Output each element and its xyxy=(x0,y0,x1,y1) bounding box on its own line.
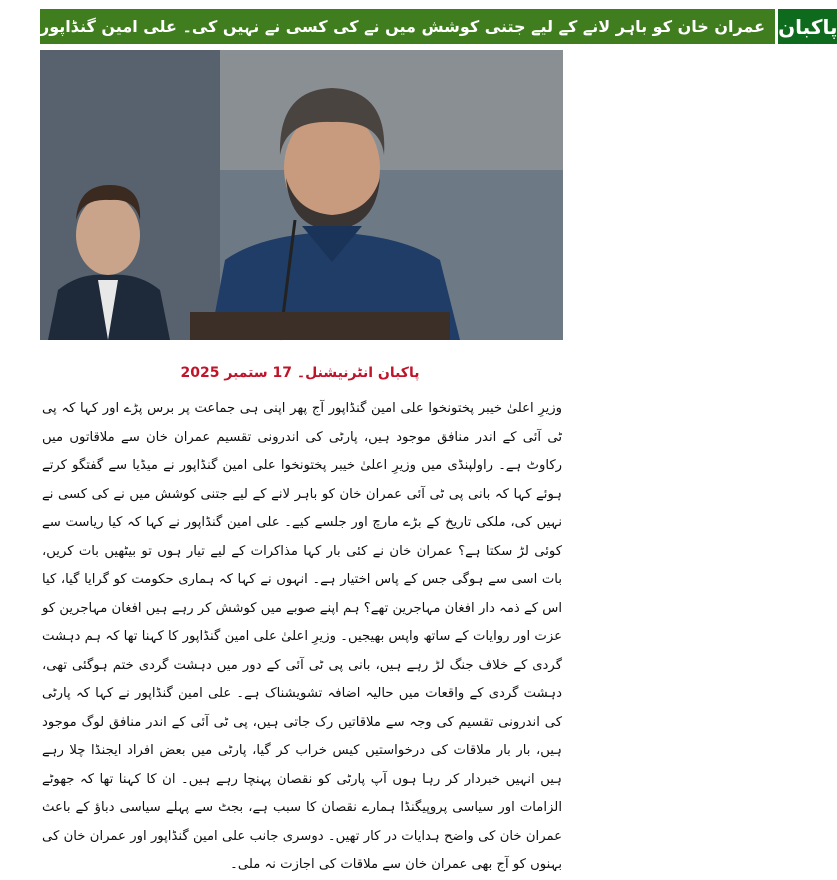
headline: عمران خان کو باہر لانے کے لیے جتنی کوشش میں نے کی کسی نے نہیں کی۔ علی امین گنڈاپور xyxy=(40,9,775,44)
dateline: پاکبان انٹرنیشنل۔ 17 ستمبر 2025 xyxy=(180,365,420,381)
brand-logo: پاکبان xyxy=(775,9,837,44)
news-photo xyxy=(40,50,563,340)
article-body: وزیرِ اعلیٰ خیبر پختونخوا علی امین گنڈاپور آج پھر اپنی ہی جماعت پر برس پڑے اور کہا کہ پی ٹی آئی کے اندر منافق موجود ہیں، پارٹی کی اندرونی تقسیم عمران خان سے ملاقاتوں میں رکاوٹ ہے۔ راولپنڈی میں وزیرِ اعلیٰ خیبر پختونخوا علی امین گنڈاپور نے میڈیا سے گفتگو کرتے ہوئے کہا کہ بانی پی ٹی آئی عمران خان کو باہر لانے کے لیے جتنی کوشش میں نے کی کسی نے نہیں کی، ملکی تاریخ کے بڑے مارچ اور جلسے کیے۔ علی امین گنڈاپور نے کہا کہ کیا ریاست سے کوئی لڑ سکتا ہے؟ عمران خان نے کئی بار کہا مذاکرات کے لیے تیار ہوں تو بیٹھیں بات کریں، بات اسی سے ہوگی جس کے پاس اختیار ہے۔ انہوں نے کہا کہ ہماری حکومت کو گرایا گیا، کیا اس کے ذمہ دار افغان مہاجرین تھے؟ ہم اپنے صوبے میں کوشش کر رہے ہیں افغان مہاجرین کو عزت اور روایات کے ساتھ واپس بھیجیں۔ وزیرِ اعلیٰ علی امین گنڈاپور کا کہنا تھا کہ ہم دہشت گردی کے خلاف جنگ لڑ رہے ہیں، بانی پی ٹی آئی کے دور میں دہشت گردی ختم ہوگئی تھی، دہشت گردی کے واقعات میں حالیہ اضافہ تشویشناک ہے۔ علی امین گنڈاپور نے کہا کہ پارٹی کی اندرونی تقسیم کی وجہ سے ملاقاتیں رک جاتی ہیں، پی ٹی آئی کے اندر منافق لوگ موجود ہیں، بار بار ملاقات کی درخواستیں کیس خراب کر گیا، پارٹی میں بعض افراد ایجنڈا چلا رہے ہیں انہیں خبردار کر رہا ہوں آپ پارٹی کو نقصان پہنچا رہے ہیں۔ ان کا کہنا تھا کہ جھوٹے الزامات اور سیاسی پروپیگنڈا ہمارے نقصان کا سبب ہے، بجٹ سے پہلے سیاسی دباؤ کے باعث عمران خان کی واضح ہدایات در کار تھیں۔ دوسری جانب علی امین گنڈاپور اور عمران خان کی بہنوں کو آج بھی عمران خان سے ملاقات کی اجازت نہ ملی۔ xyxy=(42,401,562,872)
article-header xyxy=(40,9,837,44)
